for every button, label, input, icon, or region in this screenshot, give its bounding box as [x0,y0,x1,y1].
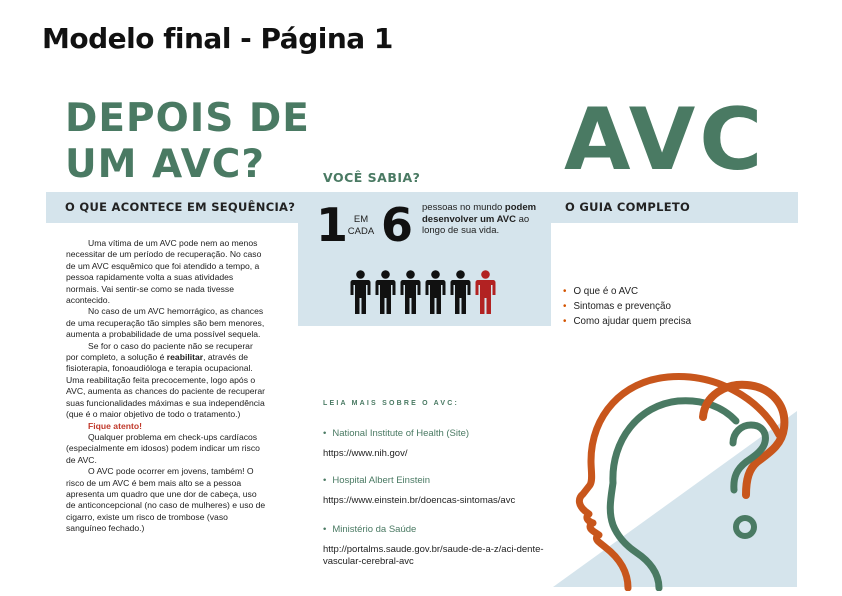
did-you-know-title: VOCÊ SABIA? [323,170,421,185]
person-icon [400,270,421,314]
person-icon [425,270,446,314]
topic-item: • O que é o AVC [563,284,691,299]
avc-title: AVC [564,90,767,190]
source-einstein [323,475,553,507]
main-title-line-1: DEPOIS DE [65,96,310,141]
stat-number-one: 1 [316,198,349,252]
stat-text: pessoas no mundo podem desenvolver um AVC ao longo de sua vida. [422,202,537,236]
article-paragraph-1: Uma vítima de um AVC pode nem ao menos necessitar de um período de recuperação. No caso de um AVC esquêmico que foi atendido a tempo, a pessoa rapidamente volta a suas atividades normais. Vai sentir-se como se nada tivesse acontecido. [66,238,262,306]
head-question-mark-icon [553,365,798,591]
warning-label: Fique atento! [88,420,142,431]
topic-item: • Sintomas e prevenção [563,299,691,314]
person-icon-highlighted [475,270,496,314]
article-body [66,238,266,535]
main-title-line-2: UM AVC? [65,142,266,187]
source-link[interactable]: https://www.nih.gov/ [323,448,408,459]
article-paragraph-5: O AVC pode ocorrer em jovens, também! O risco de um AVC é bem mais alto se a pessoa apresenta um quadro que une dor de cabeça, uso de anticoncepcional (no caso de mulheres) e uso de cigarro, existe um risco de trombose (vaso sanguíneo fechado.) [66,466,266,534]
person-icon [375,270,396,314]
right-subhead: O GUIA COMPLETO [565,200,691,214]
person-icon [450,270,471,314]
source-name: • Ministério da Saúde [323,524,553,535]
source-link[interactable]: http://portalms.saude.gov.br/saude-de-a-z/aci-dente-vascular-cerebral-avc [323,544,544,567]
article-paragraph-4: Qualquer problema em check-ups cardíacos (especialmente em idosos) podem indicar um risco de AVC. [66,431,260,465]
person-icon [350,270,371,314]
article-paragraph-3: Se for o caso do paciente não se recuperar por completo, a solução é reabilitar, através de fisioterapia, fonoaudióloga e terapia ocupacional. Uma reabilitação feita precocemente, logo após o AVC, aumenta as chances do paciente de recuperar suas funcionalidades máximas e sua independência (que é o maior objetivo de todo o tratamento.) [66,340,266,420]
source-name: • National Institute of Health (Site) [323,428,553,439]
source-name: • Hospital Albert Einstein [323,475,553,486]
stat-number-six: 6 [381,198,414,252]
illustration-triangle [553,411,797,587]
left-subhead: O QUE ACONTECE EM SEQUÊNCIA? [65,200,296,214]
article-paragraph-2: No caso de um AVC hemorrágico, as chances de uma recuperação tão simples são bem menores, aumenta a probabilidade de uma possível sequela. [66,306,265,340]
topics-list [563,284,691,329]
stat-em-cada: EM CADA [347,214,375,237]
read-more-label: LEIA MAIS SOBRE O AVC: [323,400,460,407]
source-nih [323,428,553,460]
topic-item: • Como ajudar quem precisa [563,314,691,329]
source-ministerio [323,524,553,568]
main-title [65,96,310,188]
people-icons [350,270,496,314]
emphasis-reabilitar: reabilitar [166,352,204,363]
page-heading: Modelo final - Página 1 [42,22,393,55]
source-link[interactable]: https://www.einstein.br/doencas-sintomas/avc [323,495,516,506]
